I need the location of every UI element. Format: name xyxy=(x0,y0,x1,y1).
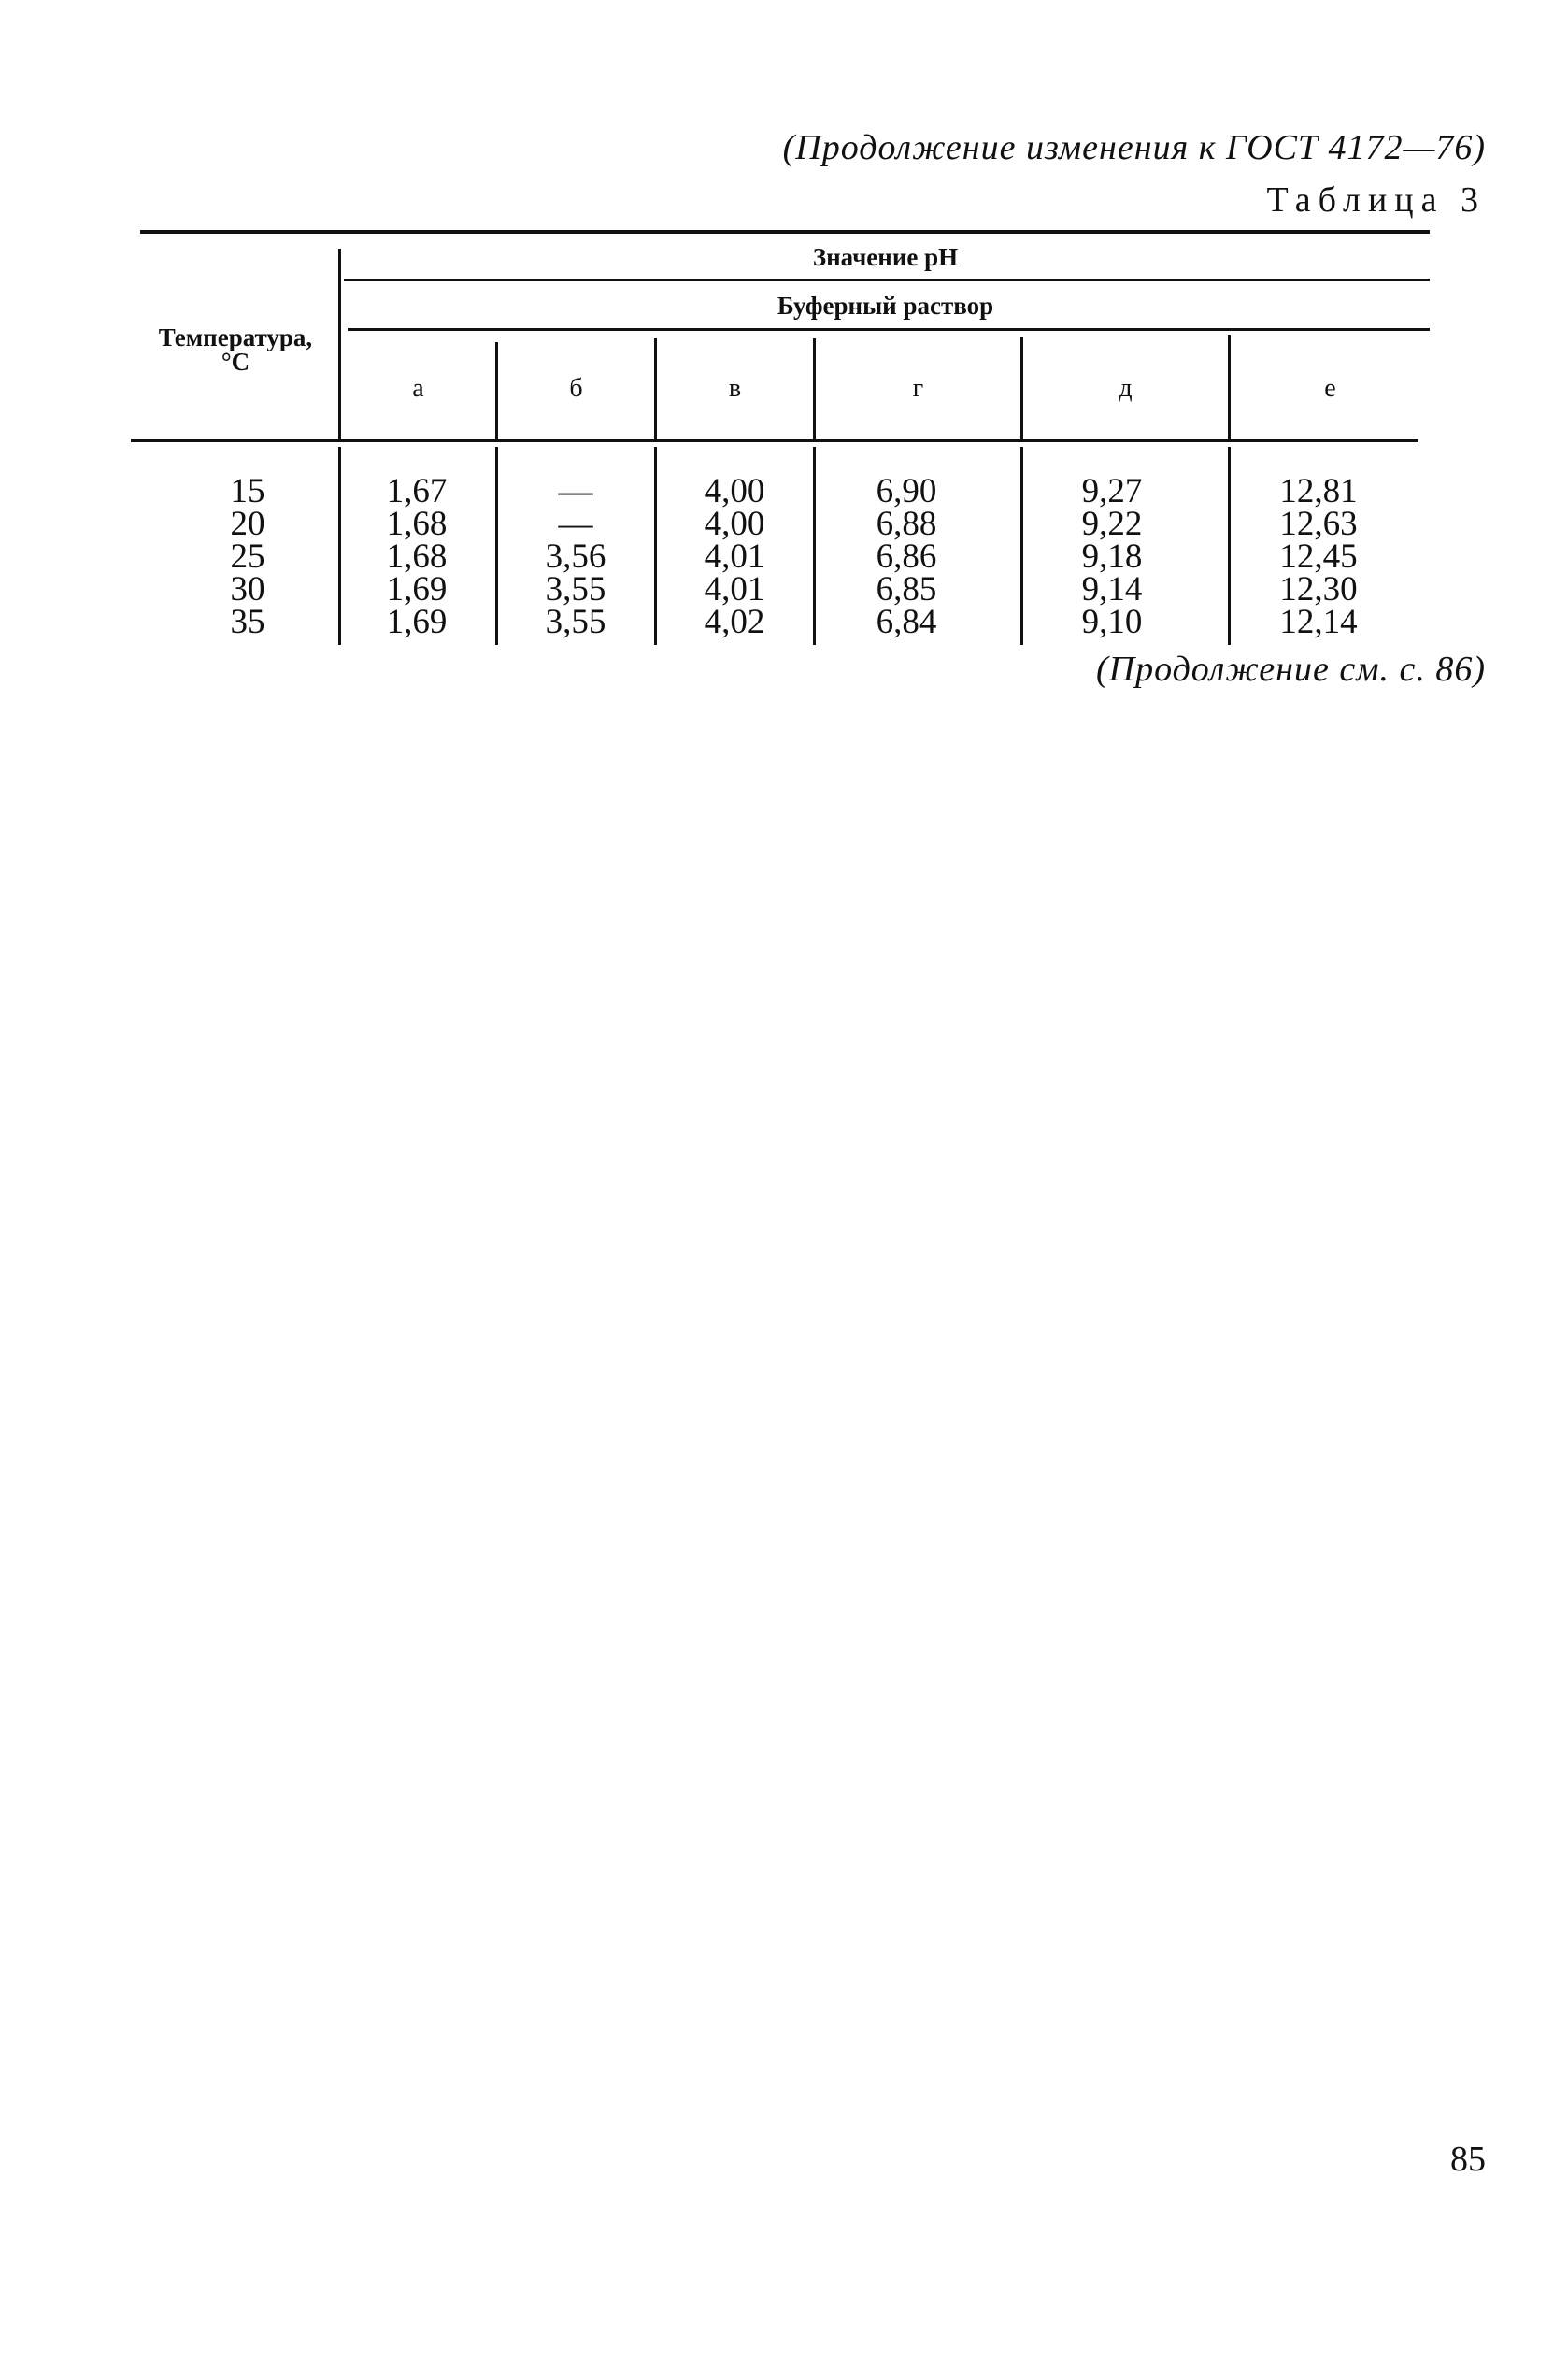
column-g xyxy=(841,472,972,641)
table-cell: — xyxy=(558,505,593,543)
table-cell: 15 xyxy=(230,472,265,510)
col-divider-v-g-body xyxy=(813,447,816,645)
column-v xyxy=(669,472,800,641)
table-cell: 3,55 xyxy=(545,603,606,641)
col-divider-g-d-body xyxy=(1020,447,1023,645)
ph-buffer-table xyxy=(131,230,1430,660)
row-header-divider xyxy=(338,249,341,441)
table-cell: 4,00 xyxy=(704,505,765,543)
table-cell: 4,00 xyxy=(704,472,765,510)
row-header-unit: °С xyxy=(221,348,250,376)
group-header-rule xyxy=(344,279,1430,281)
column-temperature xyxy=(196,472,299,641)
continuation-header: (Продолжение изменения к ГОСТ 4172—76) xyxy=(782,128,1486,167)
table-cell: 1,68 xyxy=(386,505,448,543)
group-header-ph: Значение рН xyxy=(812,243,959,271)
table-cell: 4,02 xyxy=(704,603,765,641)
column-header-d: д xyxy=(1119,374,1133,403)
table-caption: Таблица 3 xyxy=(1266,180,1486,220)
table-cell: 1,69 xyxy=(386,603,448,641)
table-cell: 3,56 xyxy=(545,537,606,576)
table-cell: 4,01 xyxy=(704,537,765,576)
header-bottom-rule xyxy=(131,439,1418,442)
table-cell: 25 xyxy=(230,537,265,576)
column-header-v: в xyxy=(728,374,742,403)
table-cell: 4,01 xyxy=(704,570,765,609)
table-top-rule xyxy=(140,230,1430,234)
column-header-a: а xyxy=(412,374,424,403)
table-cell: 9,18 xyxy=(1081,537,1143,576)
row-header-divider-body xyxy=(338,447,341,645)
table-cell: 12,45 xyxy=(1279,537,1358,576)
table-cell: 30 xyxy=(230,570,265,609)
column-b xyxy=(510,472,641,641)
column-header-b: б xyxy=(569,374,583,403)
table-cell: 12,30 xyxy=(1279,570,1358,609)
table-cell: 1,69 xyxy=(386,570,448,609)
table-cell: 1,67 xyxy=(386,472,448,510)
table-cell: 6,88 xyxy=(876,505,937,543)
table-cell: 9,27 xyxy=(1081,472,1143,510)
table-cell: 6,90 xyxy=(876,472,937,510)
column-e xyxy=(1248,472,1389,641)
page-number: 85 xyxy=(1450,2140,1486,2179)
col-divider-a-b-body xyxy=(495,447,498,645)
table-cell: 6,86 xyxy=(876,537,937,576)
column-a xyxy=(351,472,482,641)
table-cell: 1,68 xyxy=(386,537,448,576)
continuation-footer: (Продолжение см. с. 86) xyxy=(1095,650,1486,689)
table-cell: 6,84 xyxy=(876,603,937,641)
table-cell: 12,14 xyxy=(1279,603,1358,641)
subgroup-header-rule xyxy=(348,328,1430,331)
column-header-g: г xyxy=(912,374,924,403)
column-d xyxy=(1047,472,1177,641)
table-cell: 9,10 xyxy=(1081,603,1143,641)
col-divider-d-e-body xyxy=(1228,447,1231,645)
table-cell: 12,63 xyxy=(1279,505,1358,543)
table-cell: 20 xyxy=(230,505,265,543)
row-header-label: Температура, xyxy=(158,323,313,351)
table-cell: 12,81 xyxy=(1279,472,1358,510)
column-header-e: е xyxy=(1324,374,1336,403)
table-cell: 9,22 xyxy=(1081,505,1143,543)
table-cell: 3,55 xyxy=(545,570,606,609)
subgroup-header-buffer: Буферный раствор xyxy=(777,292,994,320)
table-cell: 35 xyxy=(230,603,265,641)
table-cell: 9,14 xyxy=(1081,570,1143,609)
table-cell: 6,85 xyxy=(876,570,937,609)
col-divider-b-v-body xyxy=(654,447,657,645)
table-cell: — xyxy=(558,472,593,510)
